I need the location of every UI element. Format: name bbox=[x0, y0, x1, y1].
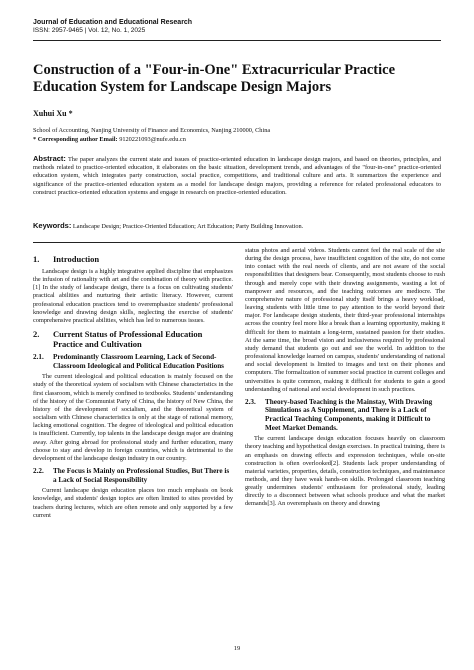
page-number: 19 bbox=[233, 645, 241, 652]
subsection-number: 2.2. bbox=[33, 467, 44, 475]
corresponding-label: * Corresponding author Email: bbox=[33, 136, 118, 143]
header-rule bbox=[33, 40, 441, 41]
section-title: Current Status of Professional Education Practice and Cultivation bbox=[53, 329, 203, 350]
subsection-number: 2.1. bbox=[33, 353, 44, 362]
section-heading bbox=[33, 254, 233, 264]
paragraph: Current landscape design education places too much emphasis on book knowledge, and students' design topics are often limited to sites provided by teachers during lectures, which are often remote and only supported by a few current bbox=[33, 487, 233, 519]
corresponding-author bbox=[33, 136, 186, 144]
paragraph: Landscape design is a highly integrative applied discipline that emphasizes the infusion of rationality with art and the combination of theory with practice.[1] In the study of landscape design, there is a focus on cultivating students' practical abilities and nurturing their artistic literacy. However, current professional education practices tend to overemphasize students' professional knowledge and drawing design skills, neglecting the exercise of students' comprehensive practical abilities, which has led to numerous issues. bbox=[33, 268, 233, 324]
journal-header bbox=[33, 18, 192, 35]
left-column bbox=[33, 250, 233, 520]
subsection-title: The Focus is Mainly on Professional Studies, But There is a Lack of Social Responsibility bbox=[53, 467, 230, 484]
paper-title: Construction of a "Four-in-One" Extracurricular Practice Education System for Landscape Design Majors bbox=[33, 62, 396, 95]
subsection-title: Predominantly Classroom Learning, Lack of Second-Classroom Ideological and Political Education Positions bbox=[53, 353, 224, 370]
section-heading bbox=[33, 329, 233, 349]
affiliation: School of Accounting, Nanjing University of Finance and Economics, Nanjing 210000, China bbox=[33, 127, 271, 134]
keywords-label: Keywords: bbox=[33, 221, 72, 230]
abstract-text: The paper analyzes the current state and issues of practice-oriented education in landscape design majors, and based on theories, principles, and methods related to practice-oriented education, it elaborates on the basic situation, development trends, and advantages of the "four-in-one" practice-oriented education system, which integrates party construction, social practice, competitions, and traditional culture and arts. It summarizes the experience and significance of the practice-oriented education system as a model for landscape design majors, providing a reference for related professional educators to construct practice-oriented education systems and engage in research on practice-oriented education. bbox=[33, 156, 441, 196]
journal-issn: ISSN: 2957-9465 | Vol. 12, No. 1, 2025 bbox=[33, 27, 146, 34]
paragraph: The current ideological and political education is mainly focused on the study of the theoretical system of socialism with Chinese characteristics in the first classroom, which is merely confined to textbooks. Students' understanding of the history of the Communist Party of China, the history of New China, the history of the development of socialism, and the theoretical system of socialism with Chinese characteristics is only at the stage of rational memory, lacking emotional cognition. The degree of ideological and political education is insufficient. Currently, top talents in the landscape design major are draining away. After going abroad for professional study and further education, many choose to stay and develop in foreign countries, which is detrimental to the development of the landscape design industry in our country. bbox=[33, 373, 233, 462]
section-number: 2. bbox=[33, 329, 40, 340]
subsection-heading bbox=[245, 398, 445, 432]
author-name: Xuhui Xu * bbox=[33, 109, 73, 118]
keywords bbox=[33, 222, 441, 231]
keywords-text: Landscape Design; Practice-Oriented Education; Art Education; Party Building Innovation. bbox=[72, 223, 304, 230]
abstract-rule bbox=[33, 242, 441, 243]
subsection-heading bbox=[33, 467, 233, 484]
section-number: 1. bbox=[33, 254, 40, 264]
right-column bbox=[245, 247, 445, 509]
journal-name: Journal of Education and Educational Research bbox=[33, 19, 193, 26]
subsection-title: Theory-based Teaching is the Mainstay, With Drawing Simulations as A Supplement, and There is a Lack of Practical Teaching Components, making it Difficult to Meet Market Demands. bbox=[265, 397, 433, 432]
corresponding-email: 9120221093@nufe.edu.cn bbox=[119, 136, 186, 143]
subsection-heading bbox=[33, 353, 233, 370]
section-title: Introduction bbox=[53, 254, 100, 264]
subsection-number: 2.3. bbox=[245, 397, 256, 406]
abstract-label: Abstract: bbox=[33, 154, 66, 163]
abstract bbox=[33, 155, 441, 197]
paragraph: The current landscape design education focuses heavily on classroom theory teaching and hypothetical design exercises. In practical training, there is an emphasis on drawing effects and expression techniques, while on-site construction is often overlooked[2]. Students lack proper understanding of material varieties, properties, details, construction techniques, and maintenance methods, and they have weak hands-on skills. Prolonged classroom teaching greatly undermines students' enthusiasm for professional study, leading directly to a disconnect between what schools produce and what the market demands[3]. An overemphasis on theory and drawing bbox=[245, 435, 445, 508]
paragraph: status photos and aerial videos. Students cannot feel the real scale of the site during the design process, have insufficient cognition of the site, do not come into contact with the real needs of clients, and are not aware of the social responsibilities that designers bear. Consequently, most students choose to rush through and merely cope with their drawing assignments, wasting a lot of manpower and resources, and the teaching outcomes are mediocre. The comprehensive nature of professional study itself brings a heavy workload, leaving students with little time to pay attention to the world beyond their major. For landscape design students, their third-year professional internships across the country feel more like a break than a learning opportunity, making it difficult for them to maintain a long-term, sustained passion for their studies. At the same time, the broad vision and inclusiveness required by professional study demand that students go out and see the world. In addition to the professional knowledge learned on campus, students' understanding of national and social development is limited to images and text on their phones and computers. The formalization of summer social practice in current colleges and universities is quite common, making it difficult for students to gain a good understanding of national and social development in such practices. bbox=[245, 247, 445, 393]
